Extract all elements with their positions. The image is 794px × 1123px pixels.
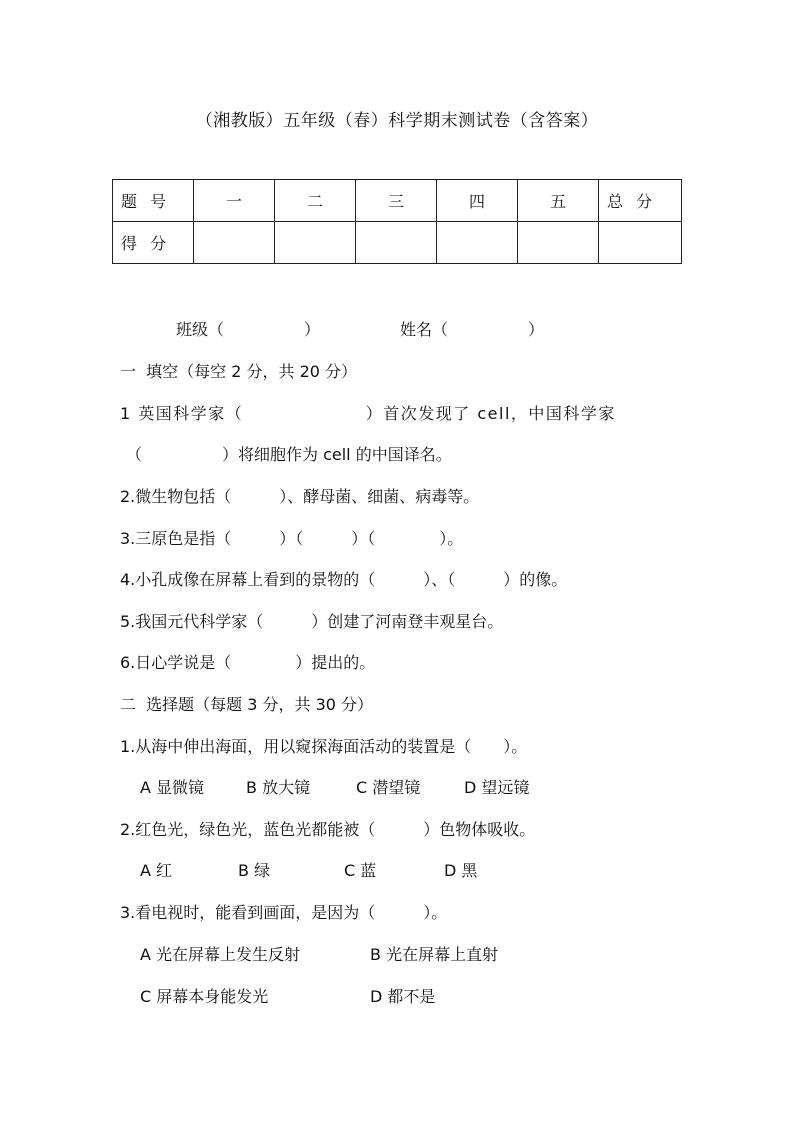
q1-option-d[interactable]: D 望远镜 [464, 778, 530, 797]
header-cell-total: 总 分 [599, 180, 682, 222]
fill-question-4: 4.小孔成像在屏幕上看到的景物的（ ）、（ ）的像。 [120, 570, 568, 589]
q3-option-a[interactable]: A 光在屏幕上发生反射 [140, 945, 301, 964]
score-cell-5[interactable] [518, 222, 599, 264]
q2-option-d[interactable]: D 黑 [444, 861, 478, 880]
score-cell-2[interactable] [275, 222, 356, 264]
page-title: （湘教版）五年级（春）科学期末测试卷（含答案） [195, 111, 599, 131]
fill-question-5: 5.我国元代科学家（ ）创建了河南登丰观星台。 [120, 612, 504, 631]
q2-option-b[interactable]: B 绿 [238, 861, 271, 880]
score-table-header-row [113, 180, 682, 222]
name-field: 姓名（ ） [400, 320, 545, 339]
score-cell-1[interactable] [194, 222, 275, 264]
score-table [112, 179, 682, 264]
class-field: 班级（ ） [176, 320, 321, 339]
fill-question-1-line-1: 1 英国科学家（ ）首次发现了 cell，中国科学家 [120, 404, 616, 423]
row-label-score: 得 分 [113, 222, 194, 264]
header-cell-question-number: 题 号 [113, 180, 194, 222]
fill-question-1-line-2: （ ）将细胞作为 cell 的中国译名。 [126, 445, 452, 464]
q2-option-a[interactable]: A 红 [140, 861, 173, 880]
choice-question-2: 2.红色光，绿色光，蓝色光都能被（ ）色物体吸收。 [120, 820, 536, 839]
header-cell-section-1: 一 [194, 180, 275, 222]
section-2-heading: 二 选择题（每题 3 分，共 30 分） [120, 695, 374, 714]
header-cell-section-5: 五 [518, 180, 599, 222]
header-cell-section-4: 四 [437, 180, 518, 222]
score-cell-total[interactable] [599, 222, 682, 264]
q1-option-a[interactable]: A 显微镜 [140, 778, 205, 797]
header-cell-section-3: 三 [356, 180, 437, 222]
choice-question-3: 3.看电视时，能看到画面，是因为（ ）。 [120, 903, 448, 922]
fill-question-6: 6.日心学说是（ ）提出的。 [120, 653, 376, 672]
fill-question-3: 3.三原色是指（ ）（ ）（ ）。 [120, 529, 464, 548]
choice-question-1: 1.从海中伸出海面，用以窥探海面活动的装置是（ ）。 [120, 737, 528, 756]
q3-option-c[interactable]: C 屏幕本身能发光 [140, 987, 269, 1006]
q3-option-d[interactable]: D 都不是 [370, 987, 436, 1006]
fill-question-2: 2.微生物包括（ ）、酵母菌、细菌、病毒等。 [120, 487, 480, 506]
q2-option-c[interactable]: C 蓝 [344, 861, 377, 880]
q1-option-b[interactable]: B 放大镜 [246, 778, 311, 797]
q1-option-c[interactable]: C 潜望镜 [356, 778, 421, 797]
section-1-heading: 一 填空（每空 2 分，共 20 分） [120, 362, 358, 381]
score-cell-3[interactable] [356, 222, 437, 264]
score-cell-4[interactable] [437, 222, 518, 264]
q3-option-b[interactable]: B 光在屏幕上直射 [370, 945, 499, 964]
header-cell-section-2: 二 [275, 180, 356, 222]
score-table-score-row [113, 222, 682, 264]
